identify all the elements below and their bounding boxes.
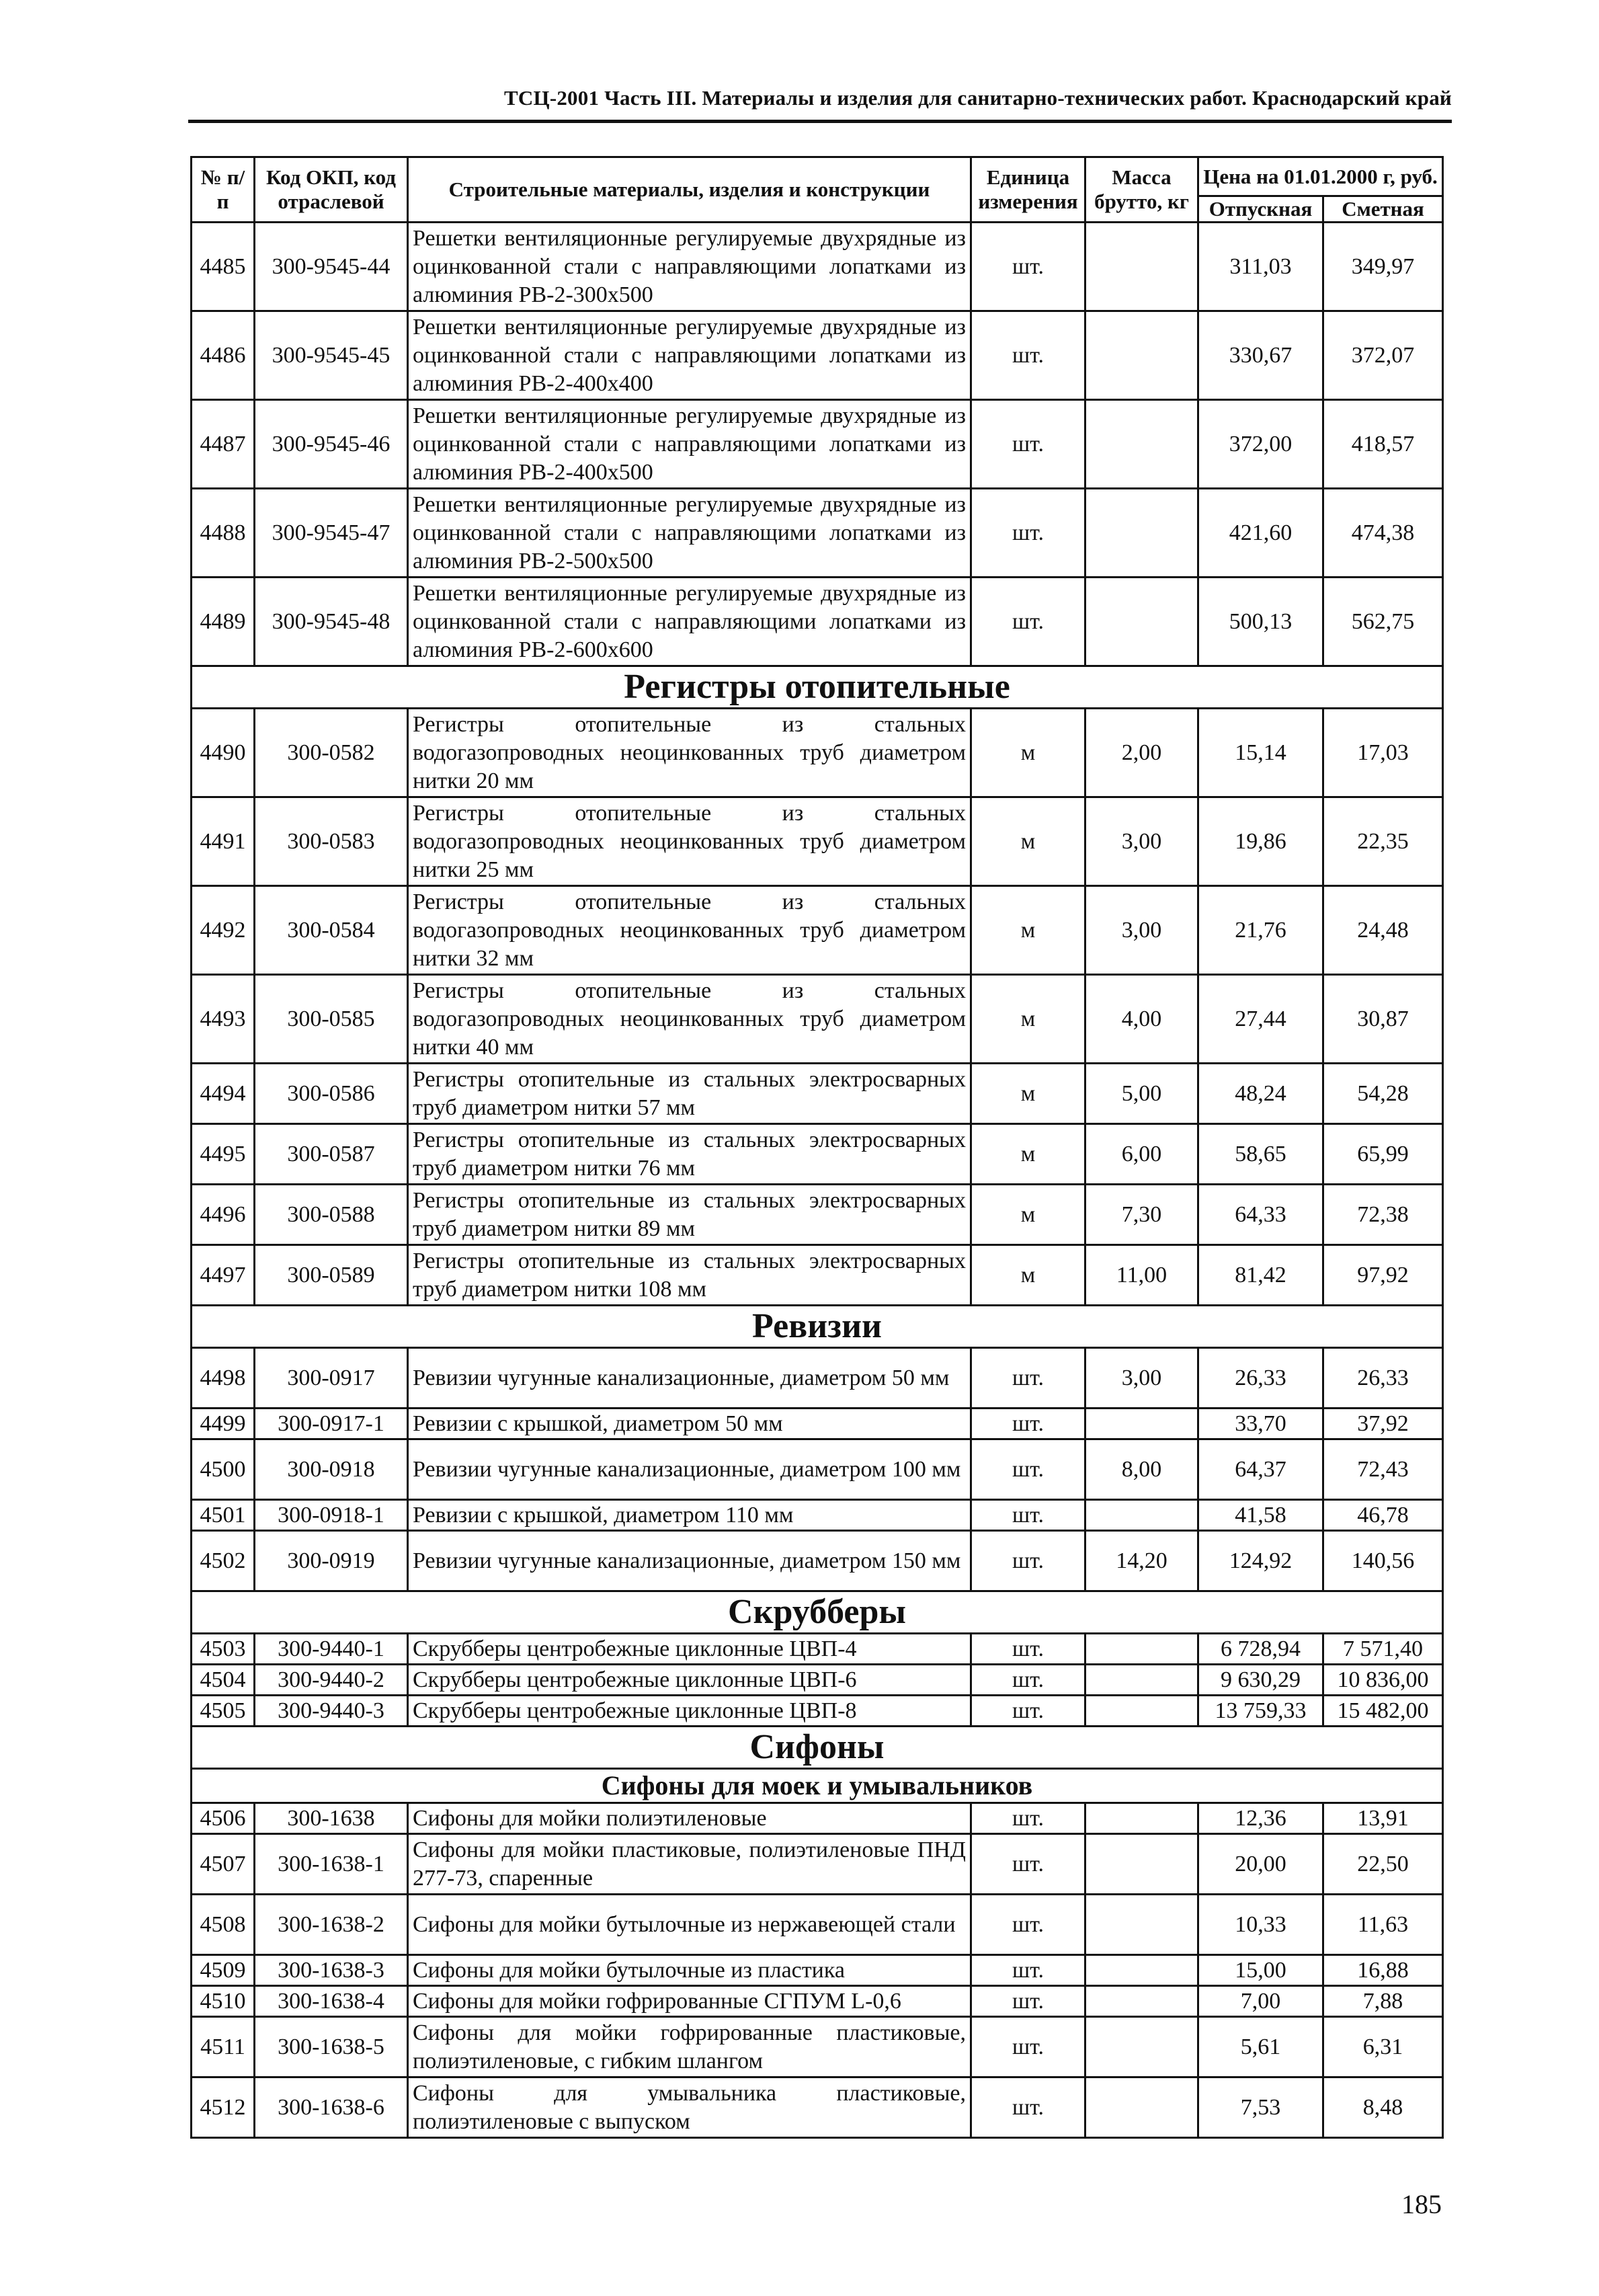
row-price-estimate: 22,50 [1323,1834,1443,1895]
row-desc: Решетки вентиляционные регулируемые двухрядные из оцинкованной стали с направляющими лопатками из алюминия РВ-2-600х600 [408,578,971,666]
row-num: 4494 [192,1064,255,1124]
row-price-release: 7,53 [1198,2077,1323,2138]
section-heading [192,1591,1443,1634]
row-num: 4503 [192,1634,255,1665]
row-unit: шт. [971,1439,1085,1500]
row-mass: 14,20 [1085,1531,1198,1591]
row-mass [1085,489,1198,578]
row-unit: шт. [971,1409,1085,1439]
row-price-estimate: 22,35 [1323,797,1443,886]
table-row [192,1634,1443,1665]
row-num: 4499 [192,1409,255,1439]
row-num: 4498 [192,1348,255,1409]
row-price-estimate: 72,38 [1323,1185,1443,1245]
row-mass [1085,311,1198,400]
row-price-estimate: 8,48 [1323,2077,1443,2138]
row-price-release: 27,44 [1198,975,1323,1064]
row-num: 4505 [192,1696,255,1727]
row-num: 4496 [192,1185,255,1245]
row-mass [1085,1696,1198,1727]
col-code-header: Код ОКП, код отраслевой [255,157,408,223]
row-price-estimate: 37,92 [1323,1409,1443,1439]
row-price-release: 15,00 [1198,1955,1323,1986]
row-num: 4511 [192,2017,255,2077]
row-desc: Регистры отопительные из стальных электросварных труб диаметром нитки 89 мм [408,1185,971,1245]
row-code: 300-9440-3 [255,1696,408,1727]
row-desc: Ревизии с крышкой, диаметром 110 мм [408,1500,971,1531]
row-desc: Сифоны для мойки гофрированные пластиковые, полиэтиленовые, с гибким шлангом [408,2017,971,2077]
row-num: 4488 [192,489,255,578]
row-desc: Регистры отопительные из стальных водогазопроводных неоцинкованных труб диаметром нитки 20 мм [408,709,971,797]
row-desc: Сифоны для мойки пластиковые, полиэтиленовые ПНД 277-73, спаренные [408,1834,971,1895]
row-mass: 7,30 [1085,1185,1198,1245]
table-row [192,489,1443,578]
table-row [192,886,1443,975]
col-unit-header: Единица измерения [971,157,1085,223]
row-price-estimate: 15 482,00 [1323,1696,1443,1727]
table-row [192,1124,1443,1185]
table-row [192,223,1443,311]
table-row [192,1955,1443,1986]
row-unit: шт. [971,1348,1085,1409]
row-code: 300-0918 [255,1439,408,1500]
row-num: 4510 [192,1986,255,2017]
row-mass [1085,1803,1198,1834]
row-price-estimate: 349,97 [1323,223,1443,311]
row-code: 300-9440-2 [255,1665,408,1696]
row-code: 300-1638-3 [255,1955,408,1986]
row-unit: шт. [971,223,1085,311]
row-price-estimate: 7 571,40 [1323,1634,1443,1665]
row-price-release: 330,67 [1198,311,1323,400]
table-row [192,578,1443,666]
row-price-estimate: 97,92 [1323,1245,1443,1306]
row-desc: Сифоны для мойки полиэтиленовые [408,1803,971,1834]
row-price-estimate: 372,07 [1323,311,1443,400]
row-mass: 2,00 [1085,709,1198,797]
row-num: 4508 [192,1895,255,1955]
row-desc: Сифоны для мойки гофрированные СГПУМ L-0,6 [408,1986,971,2017]
row-num: 4506 [192,1803,255,1834]
row-code: 300-1638-1 [255,1834,408,1895]
row-price-estimate: 30,87 [1323,975,1443,1064]
row-unit: шт. [971,1531,1085,1591]
row-unit: шт. [971,1803,1085,1834]
row-mass: 3,00 [1085,1348,1198,1409]
row-num: 4500 [192,1439,255,1500]
row-code: 300-0919 [255,1531,408,1591]
table-row [192,1696,1443,1727]
row-mass: 11,00 [1085,1245,1198,1306]
row-mass [1085,1409,1198,1439]
row-num: 4493 [192,975,255,1064]
row-price-release: 6 728,94 [1198,1634,1323,1665]
row-code: 300-0589 [255,1245,408,1306]
row-unit: м [971,1064,1085,1124]
row-code: 300-1638-5 [255,2017,408,2077]
row-code: 300-9545-48 [255,578,408,666]
row-price-release: 20,00 [1198,1834,1323,1895]
row-price-estimate: 72,43 [1323,1439,1443,1500]
row-num: 4512 [192,2077,255,2138]
col-price-release-header: Отпускная [1198,196,1323,223]
row-unit: шт. [971,489,1085,578]
row-desc: Ревизии с крышкой, диаметром 50 мм [408,1409,971,1439]
row-mass [1085,1665,1198,1696]
row-price-release: 26,33 [1198,1348,1323,1409]
row-price-release: 7,00 [1198,1986,1323,2017]
row-price-estimate: 11,63 [1323,1895,1443,1955]
row-price-estimate: 54,28 [1323,1064,1443,1124]
table-row [192,1439,1443,1500]
table-row [192,709,1443,797]
row-price-estimate: 6,31 [1323,2017,1443,2077]
row-unit: м [971,886,1085,975]
row-mass [1085,1634,1198,1665]
table-row [192,1409,1443,1439]
row-unit: шт. [971,311,1085,400]
row-price-estimate: 10 836,00 [1323,1665,1443,1696]
row-price-estimate: 16,88 [1323,1955,1443,1986]
row-unit: шт. [971,400,1085,489]
row-price-estimate: 24,48 [1323,886,1443,975]
row-desc: Регистры отопительные из стальных водогазопроводных неоцинкованных труб диаметром нитки 32 мм [408,886,971,975]
row-price-release: 500,13 [1198,578,1323,666]
row-price-release: 9 630,29 [1198,1665,1323,1696]
row-desc: Решетки вентиляционные регулируемые двухрядные из оцинкованной стали с направляющими лопатками из алюминия РВ-2-400х500 [408,400,971,489]
row-unit: шт. [971,1500,1085,1531]
row-price-estimate: 13,91 [1323,1803,1443,1834]
row-unit: шт. [971,2017,1085,2077]
row-mass [1085,1895,1198,1955]
row-price-estimate: 140,56 [1323,1531,1443,1591]
row-mass: 8,00 [1085,1439,1198,1500]
section-title-scrubbers: Скрубберы [192,1591,1443,1634]
table-row [192,1665,1443,1696]
row-desc: Регистры отопительные из стальных водогазопроводных неоцинкованных труб диаметром нитки 25 мм [408,797,971,886]
section-heading [192,666,1443,709]
row-price-release: 81,42 [1198,1245,1323,1306]
section-title-revisions: Ревизии [192,1306,1443,1348]
row-unit: шт. [971,578,1085,666]
row-mass [1085,223,1198,311]
col-mass-header: Масса брутто, кг [1085,157,1198,223]
row-desc: Регистры отопительные из стальных электросварных труб диаметром нитки 108 мм [408,1245,971,1306]
table-row [192,1895,1443,1955]
row-desc: Скрубберы центробежные циклонные ЦВП-6 [408,1665,971,1696]
table-row [192,1986,1443,2017]
row-price-estimate: 418,57 [1323,400,1443,489]
row-code: 300-0582 [255,709,408,797]
row-mass: 4,00 [1085,975,1198,1064]
row-desc: Регистры отопительные из стальных электросварных труб диаметром нитки 57 мм [408,1064,971,1124]
row-unit: шт. [971,1986,1085,2017]
row-num: 4504 [192,1665,255,1696]
row-unit: м [971,975,1085,1064]
section-title-registers: Регистры отопительные [192,666,1443,709]
page-number: 185 [1401,2189,1442,2219]
row-code: 300-9545-46 [255,400,408,489]
row-price-estimate: 65,99 [1323,1124,1443,1185]
row-price-estimate: 7,88 [1323,1986,1443,2017]
row-unit: шт. [971,1895,1085,1955]
row-desc: Решетки вентиляционные регулируемые двухрядные из оцинкованной стали с направляющими лопатками из алюминия РВ-2-400х400 [408,311,971,400]
row-num: 4487 [192,400,255,489]
row-code: 300-1638-4 [255,1986,408,2017]
row-mass [1085,400,1198,489]
row-unit: м [971,1185,1085,1245]
row-price-release: 48,24 [1198,1064,1323,1124]
table-row [192,2017,1443,2077]
row-mass: 3,00 [1085,886,1198,975]
table-row [192,1834,1443,1895]
table-row [192,797,1443,886]
row-code: 300-9545-47 [255,489,408,578]
row-num: 4489 [192,578,255,666]
table-row [192,1803,1443,1834]
row-code: 300-0918-1 [255,1500,408,1531]
row-unit: м [971,1124,1085,1185]
row-code: 300-1638-6 [255,2077,408,2138]
row-code: 300-0917-1 [255,1409,408,1439]
subsection-title-siphons: Сифоны для моек и умывальников [192,1769,1443,1803]
row-mass [1085,1500,1198,1531]
row-price-release: 41,58 [1198,1500,1323,1531]
row-desc: Сифоны для мойки бутылочные из нержавеющей стали [408,1895,971,1955]
row-num: 4501 [192,1500,255,1531]
row-code: 300-0585 [255,975,408,1064]
row-price-release: 15,14 [1198,709,1323,797]
row-code: 300-9440-1 [255,1634,408,1665]
row-mass [1085,1986,1198,2017]
table-row [192,1531,1443,1591]
row-desc: Сифоны для умывальника пластиковые, полиэтиленовые с выпуском [408,2077,971,2138]
section-heading [192,1306,1443,1348]
row-price-estimate: 562,75 [1323,578,1443,666]
row-unit: шт. [971,1696,1085,1727]
row-num: 4490 [192,709,255,797]
row-code: 300-0587 [255,1124,408,1185]
row-price-release: 33,70 [1198,1409,1323,1439]
row-num: 4507 [192,1834,255,1895]
row-price-estimate: 46,78 [1323,1500,1443,1531]
row-price-release: 372,00 [1198,400,1323,489]
row-desc: Скрубберы центробежные циклонные ЦВП-8 [408,1696,971,1727]
row-mass: 3,00 [1085,797,1198,886]
section-heading [192,1727,1443,1769]
row-code: 300-9545-45 [255,311,408,400]
row-price-release: 64,37 [1198,1439,1323,1500]
subsection-heading [192,1769,1443,1803]
col-price-estimate-header: Сметная [1323,196,1443,223]
row-desc: Решетки вентиляционные регулируемые двухрядные из оцинкованной стали с направляющими лопатками из алюминия РВ-2-300х500 [408,223,971,311]
row-code: 300-0583 [255,797,408,886]
row-num: 4502 [192,1531,255,1591]
row-price-estimate: 474,38 [1323,489,1443,578]
row-unit: м [971,797,1085,886]
row-desc: Сифоны для мойки бутылочные из пластика [408,1955,971,1986]
row-price-release: 21,76 [1198,886,1323,975]
table-row [192,1064,1443,1124]
table-row [192,2077,1443,2138]
row-price-release: 64,33 [1198,1185,1323,1245]
col-num-header: № п/п [192,157,255,223]
row-code: 300-0588 [255,1185,408,1245]
row-num: 4492 [192,886,255,975]
row-price-release: 311,03 [1198,223,1323,311]
table-row [192,1348,1443,1409]
table-row [192,1185,1443,1245]
row-price-release: 10,33 [1198,1895,1323,1955]
row-price-release: 124,92 [1198,1531,1323,1591]
row-code: 300-0917 [255,1348,408,1409]
row-desc: Ревизии чугунные канализационные, диаметром 50 мм [408,1348,971,1409]
row-desc: Регистры отопительные из стальных электросварных труб диаметром нитки 76 мм [408,1124,971,1185]
row-num: 4485 [192,223,255,311]
row-mass: 5,00 [1085,1064,1198,1124]
row-unit: м [971,1245,1085,1306]
row-mass [1085,2017,1198,2077]
row-mass [1085,1834,1198,1895]
row-price-release: 421,60 [1198,489,1323,578]
table-row [192,1245,1443,1306]
section-title-siphons: Сифоны [192,1727,1443,1769]
row-desc: Ревизии чугунные канализационные, диаметром 100 мм [408,1439,971,1500]
row-num: 4491 [192,797,255,886]
row-code: 300-0586 [255,1064,408,1124]
row-num: 4495 [192,1124,255,1185]
row-unit: шт. [971,1834,1085,1895]
row-unit: шт. [971,1634,1085,1665]
row-price-release: 5,61 [1198,2017,1323,2077]
row-price-release: 19,86 [1198,797,1323,886]
header-rule [188,120,1452,123]
price-table [190,156,1444,2139]
row-num: 4486 [192,311,255,400]
row-code: 300-9545-44 [255,223,408,311]
row-mass [1085,2077,1198,2138]
row-num: 4509 [192,1955,255,1986]
row-mass [1085,578,1198,666]
row-price-estimate: 17,03 [1323,709,1443,797]
row-price-estimate: 26,33 [1323,1348,1443,1409]
running-title: ТСЦ-2001 Часть III. Материалы и изделия для санитарно-технических работ. Краснодарский край [504,86,1452,110]
row-price-release: 13 759,33 [1198,1696,1323,1727]
col-desc-header: Строительные материалы, изделия и конструкции [408,157,971,223]
row-mass: 6,00 [1085,1124,1198,1185]
row-code: 300-0584 [255,886,408,975]
row-desc: Регистры отопительные из стальных водогазопроводных неоцинкованных труб диаметром нитки 40 мм [408,975,971,1064]
row-code: 300-1638 [255,1803,408,1834]
row-unit: шт. [971,1955,1085,1986]
col-price-group-header: Цена на 01.01.2000 г, руб. [1198,157,1443,196]
row-num: 4497 [192,1245,255,1306]
row-desc: Ревизии чугунные канализационные, диаметром 150 мм [408,1531,971,1591]
row-unit: шт. [971,2077,1085,2138]
row-code: 300-1638-2 [255,1895,408,1955]
row-desc: Решетки вентиляционные регулируемые двухрядные из оцинкованной стали с направляющими лопатками из алюминия РВ-2-500х500 [408,489,971,578]
table-row [192,1500,1443,1531]
table-row [192,975,1443,1064]
row-price-release: 58,65 [1198,1124,1323,1185]
row-mass [1085,1955,1198,1986]
row-unit: шт. [971,1665,1085,1696]
row-desc: Скрубберы центробежные циклонные ЦВП-4 [408,1634,971,1665]
table-row [192,311,1443,400]
table-row [192,400,1443,489]
row-unit: м [971,709,1085,797]
row-price-release: 12,36 [1198,1803,1323,1834]
